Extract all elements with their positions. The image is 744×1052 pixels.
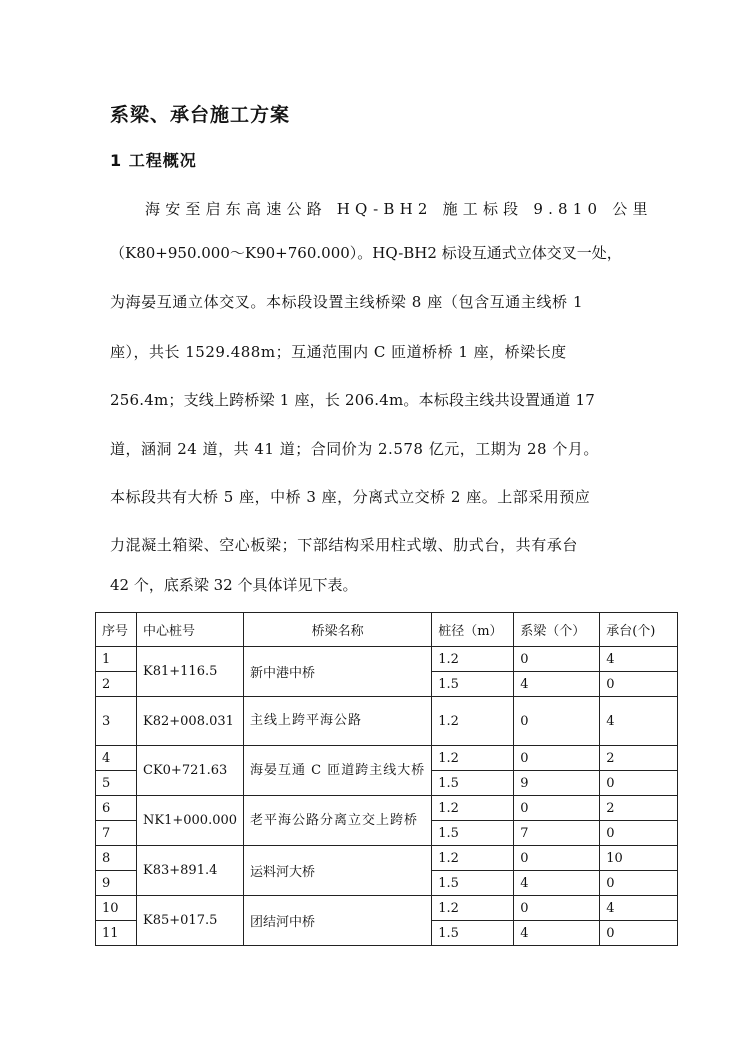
paragraph-line: （K80+950.000～K90+760.000）。HQ-BH2 标设互通式立体交叉一处， bbox=[110, 244, 622, 262]
cell-tie-beam: 0 bbox=[514, 896, 600, 921]
cell-pile-cap: 0 bbox=[600, 821, 678, 846]
cell-seq: 9 bbox=[96, 871, 137, 896]
cell-pile-cap: 4 bbox=[600, 647, 678, 672]
cell-pile-cap: 2 bbox=[600, 746, 678, 771]
cell-pile: K81+116.5 bbox=[137, 647, 244, 697]
cell-bridge-name: 主线上跨平海公路 bbox=[244, 697, 432, 746]
header-tie-beam: 系梁（个） bbox=[514, 613, 600, 647]
paragraph-line: 海安至启东高速公路 HQ-BH2 施工标段 9.810 公里 bbox=[145, 200, 653, 218]
cell-diameter: 1.2 bbox=[432, 647, 514, 672]
table-row bbox=[96, 697, 678, 746]
cell-bridge-name: 老平海公路分离立交上跨桥 bbox=[244, 796, 432, 846]
cell-seq: 11 bbox=[96, 921, 137, 946]
cell-tie-beam: 0 bbox=[514, 746, 600, 771]
cell-pile: K85+017.5 bbox=[137, 896, 244, 946]
cell-pile-cap: 4 bbox=[600, 896, 678, 921]
header-diameter: 桩径（m） bbox=[432, 613, 514, 647]
cell-pile-cap: 0 bbox=[600, 921, 678, 946]
cell-pile-cap: 4 bbox=[600, 697, 678, 746]
paragraph-line: 道，涵洞 24 道，共 41 道；合同价为 2.578 亿元，工期为 28 个月。 bbox=[110, 440, 599, 458]
cell-diameter: 1.2 bbox=[432, 896, 514, 921]
table-row bbox=[96, 746, 678, 771]
cell-pile: K83+891.4 bbox=[137, 846, 244, 896]
cell-seq: 6 bbox=[96, 796, 137, 821]
cell-seq: 5 bbox=[96, 771, 137, 796]
cell-seq: 10 bbox=[96, 896, 137, 921]
cell-tie-beam: 4 bbox=[514, 672, 600, 697]
document-title: 系梁、承台施工方案 bbox=[110, 104, 291, 126]
table-row bbox=[96, 796, 678, 821]
paragraph-line: 256.4m；支线上跨桥梁 1 座，长 206.4m。本标段主线共设置通道 17 bbox=[110, 391, 596, 409]
table-header-row bbox=[96, 613, 678, 647]
cell-tie-beam: 0 bbox=[514, 796, 600, 821]
cell-pile-cap: 2 bbox=[600, 796, 678, 821]
cell-pile: K82+008.031 bbox=[137, 697, 244, 746]
cell-seq: 4 bbox=[96, 746, 137, 771]
cell-bridge-name: 新中港中桥 bbox=[244, 647, 432, 697]
cell-tie-beam: 4 bbox=[514, 871, 600, 896]
cell-pile: NK1+000.000 bbox=[137, 796, 244, 846]
paragraph-line: 为海晏互通立体交叉。本标段设置主线桥梁 8 座（包含互通主线桥 1 bbox=[110, 293, 584, 311]
cell-tie-beam: 4 bbox=[514, 921, 600, 946]
cell-tie-beam: 9 bbox=[514, 771, 600, 796]
header-pile: 中心桩号 bbox=[137, 613, 244, 647]
cell-diameter: 1.5 bbox=[432, 672, 514, 697]
header-seq: 序号 bbox=[96, 613, 137, 647]
cell-diameter: 1.2 bbox=[432, 846, 514, 871]
paragraph-line: 本标段共有大桥 5 座，中桥 3 座，分离式立交桥 2 座。上部采用预应 bbox=[110, 488, 591, 506]
cell-pile-cap: 0 bbox=[600, 672, 678, 697]
paragraph-line: 42 个，底系梁 32 个具体详见下表。 bbox=[110, 576, 358, 594]
cell-tie-beam: 0 bbox=[514, 846, 600, 871]
cell-tie-beam: 7 bbox=[514, 821, 600, 846]
paragraph-line: 座），共长 1529.488m；互通范围内 C 匝道桥桥 1 座，桥梁长度 bbox=[110, 343, 567, 361]
paragraph-line: 力混凝土箱梁、空心板梁；下部结构采用柱式墩、肋式台，共有承台 bbox=[110, 536, 579, 554]
cell-diameter: 1.2 bbox=[432, 746, 514, 771]
cell-diameter: 1.2 bbox=[432, 697, 514, 746]
bridge-table bbox=[95, 612, 678, 946]
header-name: 桥梁名称 bbox=[244, 613, 432, 647]
cell-pile-cap: 0 bbox=[600, 771, 678, 796]
section-heading: 1 工程概况 bbox=[110, 151, 197, 170]
cell-pile: CK0+721.63 bbox=[137, 746, 244, 796]
header-pile-cap: 承台(个) bbox=[600, 613, 678, 647]
table-row bbox=[96, 896, 678, 921]
cell-tie-beam: 0 bbox=[514, 697, 600, 746]
cell-pile-cap: 0 bbox=[600, 871, 678, 896]
cell-seq: 1 bbox=[96, 647, 137, 672]
cell-seq: 2 bbox=[96, 672, 137, 697]
cell-diameter: 1.5 bbox=[432, 921, 514, 946]
cell-diameter: 1.2 bbox=[432, 796, 514, 821]
cell-bridge-name: 运料河大桥 bbox=[244, 846, 432, 896]
cell-seq: 8 bbox=[96, 846, 137, 871]
cell-seq: 7 bbox=[96, 821, 137, 846]
cell-bridge-name: 团结河中桥 bbox=[244, 896, 432, 946]
cell-diameter: 1.5 bbox=[432, 771, 514, 796]
cell-tie-beam: 0 bbox=[514, 647, 600, 672]
table-row bbox=[96, 846, 678, 871]
cell-bridge-name: 海晏互通 C 匝道跨主线大桥 bbox=[244, 746, 432, 796]
cell-diameter: 1.5 bbox=[432, 821, 514, 846]
table-row bbox=[96, 647, 678, 672]
cell-diameter: 1.5 bbox=[432, 871, 514, 896]
cell-seq: 3 bbox=[96, 697, 137, 746]
cell-pile-cap: 10 bbox=[600, 846, 678, 871]
